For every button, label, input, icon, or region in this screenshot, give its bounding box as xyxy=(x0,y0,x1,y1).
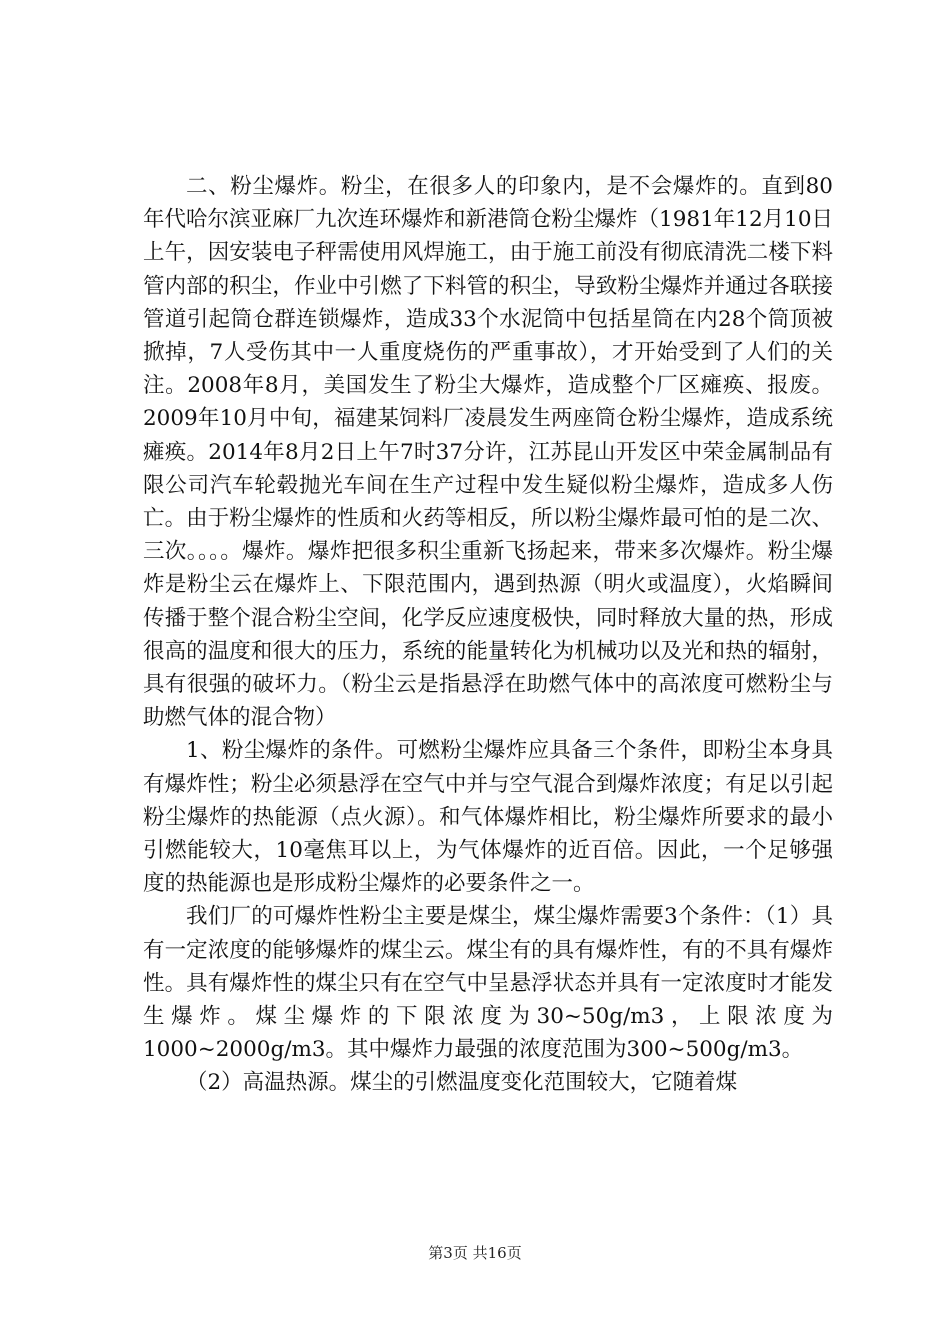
paragraph-explosion-conditions: 1、粉尘爆炸的条件。可燃粉尘爆炸应具备三个条件，即粉尘本身具有爆炸性；粉尘必须悬浮在空气中并与空气混合到爆炸浓度；有足以引起粉尘爆炸的热能源（点火源）。和气体爆炸相比，粉尘爆炸所要求的最小引燃能较大，10毫焦耳以上，为气体爆炸的近百倍。因此，一个足够强度的热能源也是形成粉尘爆炸的必要条件之一。 xyxy=(143,738,833,897)
paragraph-heat-source: （2）高温热源。煤尘的引燃温度变化范围较大，它随着煤 xyxy=(186,1070,738,1096)
document-body xyxy=(143,170,833,1100)
paragraph-coal-dust-conditions: 我们厂的可爆炸性粉尘主要是煤尘，煤尘爆炸需要3个条件：（1）具有一定浓度的能够爆炸的煤尘云。煤尘有的具有爆炸性，有的不具有爆炸性。具有爆炸性的煤尘只有在空气中呈悬浮状态并具有一定浓度时才能发生爆炸。煤尘爆炸的下限浓度为30~50g/m3，上限浓度为1000~2000g/m3。其中爆炸力最强的浓度范围为300~500g/m3。 xyxy=(143,904,833,1063)
paragraph-dust-explosion-overview: 二、粉尘爆炸。粉尘，在很多人的印象内，是不会爆炸的。直到80年代哈尔滨亚麻厂九次连环爆炸和新港筒仓粉尘爆炸（1981年12月10日上午，因安装电子秤需使用风焊施工，由于施工前没有彻底清洗二楼下料管内部的积尘，作业中引燃了下料管的积尘，导致粉尘爆炸并通过各联接管道引起筒仓群连锁爆炸，造成33个水泥筒中包括星筒在内28个筒顶被掀掉，7人受伤其中一人重度烧伤的严重事故），才开始受到了人们的关注。2008年8月，美国发生了粉尘大爆炸，造成整个厂区瘫痪、报废。2009年10月中旬，福建某饲料厂凌晨发生两座筒仓粉尘爆炸，造成系统瘫痪。2014年8月2日上午7时37分许，江苏昆山开发区中荣金属制品有限公司汽车轮毂抛光车间在生产过程中发生疑似粉尘爆炸，造成多人伤亡。由于粉尘爆炸的性质和火药等相反，所以粉尘爆炸最可怕的是二次、三次。。。。爆炸。爆炸把很多积尘重新飞扬起来，带来多次爆炸。粉尘爆炸是粉尘云在爆炸上、下限范围内，遇到热源（明火或温度），火焰瞬间传播于整个混合粉尘空间，化学反应速度极快，同时释放大量的热，形成很高的温度和很大的压力，系统的能量转化为机械功以及光和热的辐射，具有很强的破坏力。（粉尘云是指悬浮在助燃气体中的高浓度可燃粉尘与助燃气体的混合物） xyxy=(143,174,833,731)
page-number-footer: 第3页 共16页 xyxy=(428,1244,522,1262)
